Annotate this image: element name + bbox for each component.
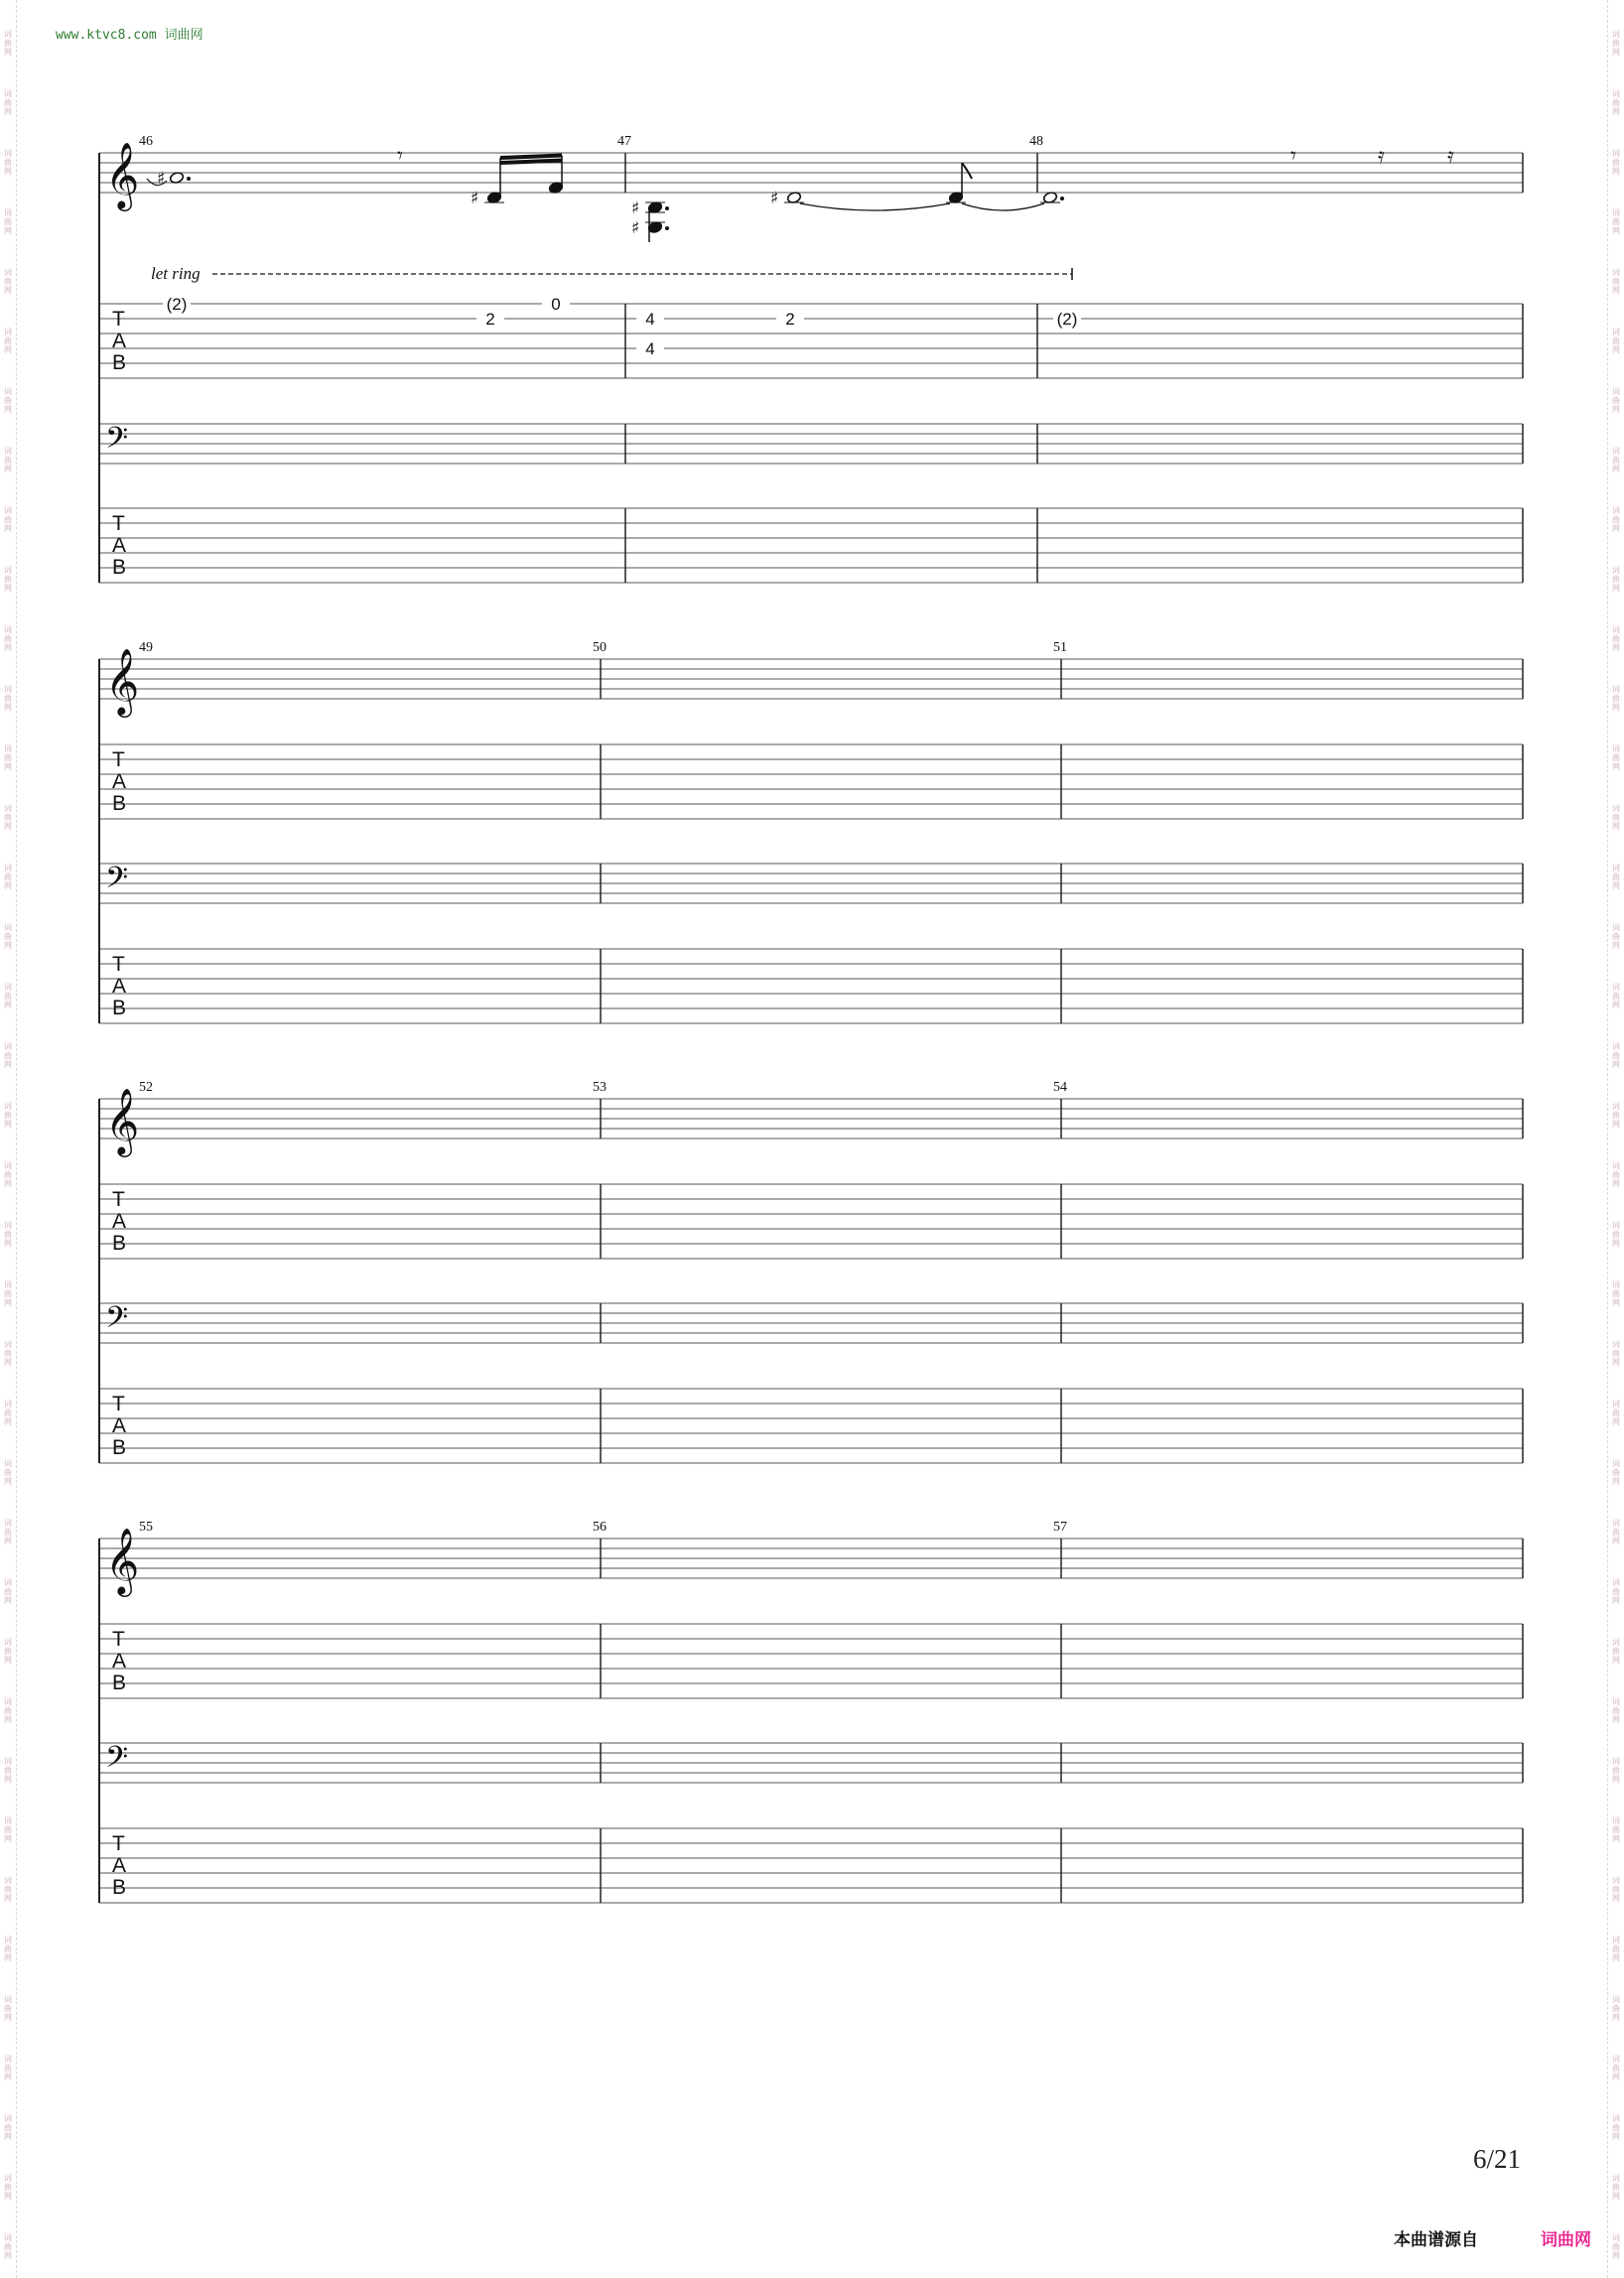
sharp-icon: ♯ (631, 218, 640, 238)
measure-number: 46 (139, 134, 153, 149)
tab-letter: B (112, 351, 127, 374)
beam (500, 156, 562, 159)
watermark-mark: 词 曲 网 (1612, 1995, 1620, 2022)
watermark-mark: 词 曲 网 (1612, 625, 1620, 652)
tab-number: 4 (645, 339, 655, 358)
tab-number: 2 (785, 310, 795, 329)
watermark-mark: 词 曲 网 (1612, 268, 1620, 295)
tab-letter: T (112, 1393, 125, 1415)
let-ring-label: let ring (151, 264, 201, 283)
page-number: 6/21 (1473, 2144, 1522, 2174)
watermark-mark: 词 曲 网 (4, 387, 12, 414)
tab-letter: B (112, 1876, 127, 1899)
tab-letter: B (112, 997, 127, 1019)
watermark-mark: 词 曲 网 (4, 2174, 12, 2201)
site-url[interactable]: www.ktvc8.com (56, 28, 157, 43)
measure-number: 54 (1053, 1080, 1067, 1095)
watermark-mark: 词 曲 网 (1612, 1221, 1620, 1248)
watermark-mark: 词 曲 网 (1612, 30, 1620, 57)
bass-clef-icon: 𝄢 (105, 1741, 129, 1782)
dot (665, 206, 669, 210)
tab-letter: T (112, 1628, 125, 1651)
tab-letter: A (112, 534, 127, 557)
tab-letter: T (112, 1832, 125, 1855)
tab-letter: T (112, 512, 125, 535)
sharp-icon: ♯ (770, 189, 779, 208)
tab-letter: A (112, 1414, 127, 1437)
watermark-mark: 词 曲 网 (1612, 328, 1620, 354)
watermark-mark: 词 曲 网 (4, 2114, 12, 2141)
bass-clef-icon: 𝄢 (105, 862, 129, 902)
dot (187, 177, 191, 181)
tab-number: (2) (1056, 310, 1078, 329)
eighth-rest-icon: 𝄾 (1290, 144, 1296, 169)
tab-letter: B (112, 556, 127, 579)
watermark-mark: 词 曲 网 (4, 328, 12, 354)
watermark-mark: 词 曲 网 (1612, 149, 1620, 176)
tab-number: (2) (166, 295, 188, 314)
watermark-mark: 词 曲 网 (4, 1519, 12, 1545)
tab-letter: A (112, 975, 127, 998)
tab-letter: T (112, 953, 125, 976)
watermark-mark: 词 曲 网 (1612, 2174, 1620, 2201)
watermark-mark: 词 曲 网 (1612, 2114, 1620, 2141)
watermark-mark: 词 曲 网 (1612, 2055, 1620, 2081)
tab-letter: A (112, 330, 127, 352)
watermark-mark: 词 曲 网 (1612, 1161, 1620, 1188)
tab-number: 4 (645, 310, 655, 329)
watermark-mark: 词 曲 网 (4, 1340, 12, 1367)
watermark-mark: 词 曲 网 (1612, 1936, 1620, 1962)
measure-number: 55 (139, 1520, 153, 1535)
watermark-mark: 词 曲 网 (1612, 506, 1620, 533)
sharp-icon: ♯ (631, 199, 640, 218)
watermark-mark: 词 曲 网 (1612, 744, 1620, 771)
measure-number: 52 (139, 1080, 153, 1095)
tab-letter: B (112, 792, 127, 815)
tab-letter: T (112, 308, 125, 331)
tab-letter: T (112, 748, 125, 771)
treble-clef-icon: 𝄞 (105, 1527, 140, 1594)
watermark-mark: 词 曲 网 (4, 2233, 12, 2260)
watermark-mark: 词 曲 网 (4, 1936, 12, 1962)
measure-number: 47 (617, 134, 631, 149)
measure-number: 56 (593, 1520, 607, 1535)
tab-letter: B (112, 1232, 127, 1255)
sixteenth-rest-icon: 𝄿 (1447, 144, 1454, 169)
watermark-mark: 词 曲 网 (1612, 208, 1620, 235)
watermark-mark: 词 曲 网 (4, 864, 12, 890)
watermark-mark: 词 曲 网 (4, 1221, 12, 1248)
watermark-mark: 词 曲 网 (4, 1400, 12, 1426)
watermark-mark: 词 曲 网 (1612, 1816, 1620, 1843)
watermark-mark: 词 曲 网 (1612, 1519, 1620, 1545)
measure-number: 50 (593, 640, 607, 655)
watermark-mark: 词 曲 网 (4, 1042, 12, 1069)
watermark-mark: 词 曲 网 (1612, 685, 1620, 712)
tie (800, 203, 950, 210)
watermark-mark: 词 曲 网 (1612, 566, 1620, 593)
watermark-mark: 词 曲 网 (4, 685, 12, 712)
measure-number: 48 (1029, 134, 1043, 149)
watermark-mark: 词 曲 网 (4, 268, 12, 295)
footer-source-label: 本曲谱源自 (1394, 2230, 1478, 2250)
watermark-mark: 词 曲 网 (4, 1459, 12, 1486)
watermark-mark: 词 曲 网 (4, 1876, 12, 1903)
bass-clef-icon: 𝄢 (105, 422, 129, 463)
bass-clef-icon: 𝄢 (105, 1301, 129, 1342)
watermark-mark: 词 曲 网 (1612, 89, 1620, 116)
treble-clef-icon: 𝄞 (105, 647, 140, 715)
tab-letter: A (112, 1210, 127, 1233)
watermark-mark: 词 曲 网 (4, 804, 12, 831)
tie (962, 203, 1044, 210)
watermark-mark: 词 曲 网 (4, 149, 12, 176)
measure-number: 51 (1053, 640, 1067, 655)
footer-brand[interactable]: 词曲网 (1541, 2230, 1591, 2250)
sharp-icon: ♯ (157, 169, 166, 189)
tab-letter: T (112, 1188, 125, 1211)
watermark-mark: 词 曲 网 (4, 1578, 12, 1605)
watermark-mark: 词 曲 网 (1612, 983, 1620, 1009)
tab-letter: A (112, 1854, 127, 1877)
tab-number: 2 (485, 310, 495, 329)
watermark-mark: 词 曲 网 (1612, 1876, 1620, 1903)
watermark-mark: 词 曲 网 (4, 1161, 12, 1188)
watermark-mark: 词 曲 网 (4, 208, 12, 235)
flag (962, 163, 972, 179)
beam (500, 161, 562, 164)
watermark-mark: 词 曲 网 (1612, 2233, 1620, 2260)
tab-number: 0 (551, 295, 561, 314)
watermark-mark: 词 曲 网 (1612, 1697, 1620, 1724)
watermark-mark: 词 曲 网 (1612, 1400, 1620, 1426)
measure-number: 49 (139, 640, 153, 655)
watermark-mark: 词 曲 网 (1612, 1638, 1620, 1665)
watermark-mark: 词 曲 网 (1612, 1340, 1620, 1367)
watermark-mark: 词 曲 网 (1612, 1757, 1620, 1784)
treble-clef-icon: 𝄞 (105, 141, 140, 208)
watermark-mark: 词 曲 网 (4, 30, 12, 57)
watermark-mark: 词 曲 网 (4, 1280, 12, 1307)
measure-number: 57 (1053, 1520, 1067, 1535)
eighth-rest-icon: 𝄾 (397, 144, 403, 169)
treble-clef-icon: 𝄞 (105, 1087, 140, 1154)
tab-letter: B (112, 1672, 127, 1694)
watermark-mark: 词 曲 网 (1612, 864, 1620, 890)
watermark-mark: 词 曲 网 (4, 923, 12, 950)
site-name: 词曲网 (164, 28, 203, 43)
tab-letter: A (112, 1650, 127, 1673)
sharp-icon: ♯ (471, 189, 479, 208)
sixteenth-rest-icon: 𝄿 (1378, 144, 1385, 169)
watermark-mark: 词 曲 网 (4, 1757, 12, 1784)
watermark-mark: 词 曲 网 (4, 1995, 12, 2022)
watermark-mark: 词 曲 网 (1612, 804, 1620, 831)
watermark-mark: 词 曲 网 (4, 625, 12, 652)
watermark-mark: 词 曲 网 (1612, 1578, 1620, 1605)
watermark-mark: 词 曲 网 (1612, 1102, 1620, 1129)
dot (665, 226, 669, 230)
tab-letter: A (112, 770, 127, 793)
tab-letter: B (112, 1436, 127, 1459)
watermark-mark: 词 曲 网 (1612, 1459, 1620, 1486)
watermark-mark: 词 曲 网 (1612, 387, 1620, 414)
watermark-mark: 词 曲 网 (4, 744, 12, 771)
dot (1060, 197, 1064, 201)
measure-number: 53 (593, 1080, 607, 1095)
watermark-mark: 词 曲 网 (4, 1816, 12, 1843)
watermark-mark: 词 曲 网 (4, 983, 12, 1009)
watermark-mark: 词 曲 网 (1612, 1280, 1620, 1307)
watermark-mark: 词 曲 网 (4, 1102, 12, 1129)
watermark-mark: 词 曲 网 (4, 89, 12, 116)
watermark-mark: 词 曲 网 (4, 1697, 12, 1724)
watermark-mark: 词 曲 网 (1612, 447, 1620, 473)
watermark-mark: 词 曲 网 (1612, 923, 1620, 950)
watermark-mark: 词 曲 网 (1612, 1042, 1620, 1069)
watermark-mark: 词 曲 网 (4, 566, 12, 593)
watermark-mark: 词 曲 网 (4, 447, 12, 473)
watermark-mark: 词 曲 网 (4, 1638, 12, 1665)
watermark-mark: 词 曲 网 (4, 506, 12, 533)
watermark-mark: 词 曲 网 (4, 2055, 12, 2081)
